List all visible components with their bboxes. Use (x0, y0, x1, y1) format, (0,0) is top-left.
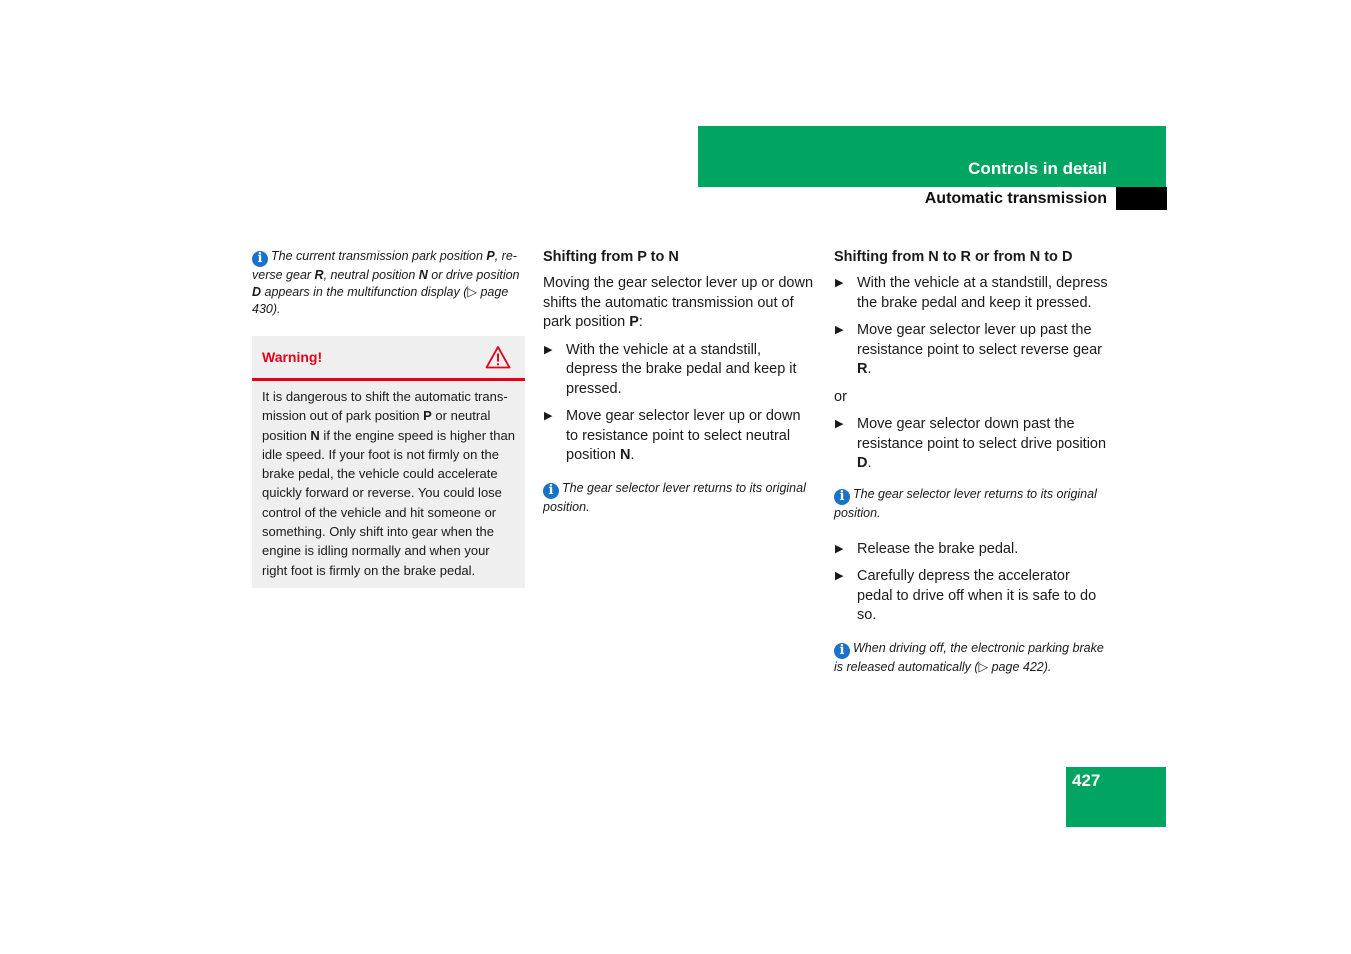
step-item (834, 415, 1109, 474)
info-icon: i (834, 643, 850, 659)
info-icon: i (252, 251, 268, 267)
step-text: With the vehicle at a standstill, depress the brake pedal and keep it pressed. (566, 341, 797, 397)
step-item (834, 567, 1109, 626)
step-text: Release the brake pedal. (857, 540, 1019, 557)
step-arrow-icon: ▶ (544, 343, 553, 356)
column-right (834, 248, 1109, 676)
heading-n-to-r-or-d: Shifting from N to R or from N to D (834, 249, 1073, 265)
step-arrow-icon: ▶ (835, 277, 844, 289)
steps-n-to-r (834, 274, 1109, 380)
intro-paragraph: Moving the gear selector lever up or down shifts the automatic transmission out of park position P: (543, 275, 814, 330)
info-note-text: The gear selector lever returns to its original position. (834, 486, 1097, 520)
steps-n-to-d (834, 415, 1109, 474)
step-text: Move gear selector lever up past the resistance point to select reverse gear R. (857, 322, 1103, 377)
steps-drive-off (834, 540, 1109, 626)
step-text: Move gear selector down past the resistance point to select drive position D. (857, 416, 1107, 471)
info-note-text: The current transmission park position P, re-verse gear R, neutral position N or drive position D appears in the multifunction display (▷ page 430). (252, 249, 520, 316)
step-arrow-icon: ▶ (835, 542, 844, 555)
page-number: 427 (1072, 771, 1101, 790)
subsection-title: Automatic transmission (924, 190, 1107, 207)
steps-p-to-n (543, 341, 815, 466)
info-icon: i (834, 489, 850, 505)
info-icon: i (543, 483, 559, 499)
warning-box (252, 336, 525, 588)
column-middle (543, 248, 815, 516)
info-note-lever-returns (543, 480, 815, 516)
step-text: With the vehicle at a standstill, depress the brake pedal and keep it pressed. (857, 275, 1108, 311)
warning-text: It is dangerous to shift the automatic trans-mission out of park position P or neutral position N if the engine speed is higher than idle speed. If your foot is not firmly on the brake pedal, the vehicle could accelerate quickly forward or reverse. You could lose control of the vehicle and hit someone or something. Only shift into gear when the engine is idling normally and when your right foot is firmly on the brake pedal. (262, 389, 515, 578)
info-note-lever-returns (834, 486, 1109, 522)
info-note-display (252, 248, 525, 318)
step-text: Carefully depress the accelerator pedal to drive off when it is safe to do so. (857, 568, 1097, 623)
warning-header (252, 336, 525, 381)
step-item (543, 407, 815, 466)
step-text: Move gear selector lever up or down to resistance point to select neutral position N. (566, 408, 801, 463)
info-note-parking-brake (834, 640, 1109, 676)
step-item (834, 540, 1109, 560)
step-arrow-icon: ▶ (835, 418, 844, 430)
step-arrow-icon: ▶ (835, 570, 844, 582)
step-arrow-icon: ▶ (835, 324, 844, 336)
warning-label: Warning! (262, 349, 323, 365)
page-tab (1066, 767, 1166, 827)
info-note-text: When driving off, the electronic parking brake is released automatically (▷ page 422). (834, 640, 1104, 674)
step-item (543, 341, 815, 400)
step-item (834, 274, 1109, 313)
step-arrow-icon: ▶ (544, 410, 553, 422)
info-note-text: The gear selector lever returns to its original position. (543, 480, 806, 514)
section-marker-tab (1116, 187, 1167, 210)
step-item (834, 321, 1109, 380)
warning-triangle-icon (485, 345, 511, 369)
column-left (252, 248, 525, 588)
heading-p-to-n: Shifting from P to N (543, 249, 679, 265)
or-separator: or (834, 388, 847, 405)
section-title: Controls in detail (968, 159, 1107, 178)
